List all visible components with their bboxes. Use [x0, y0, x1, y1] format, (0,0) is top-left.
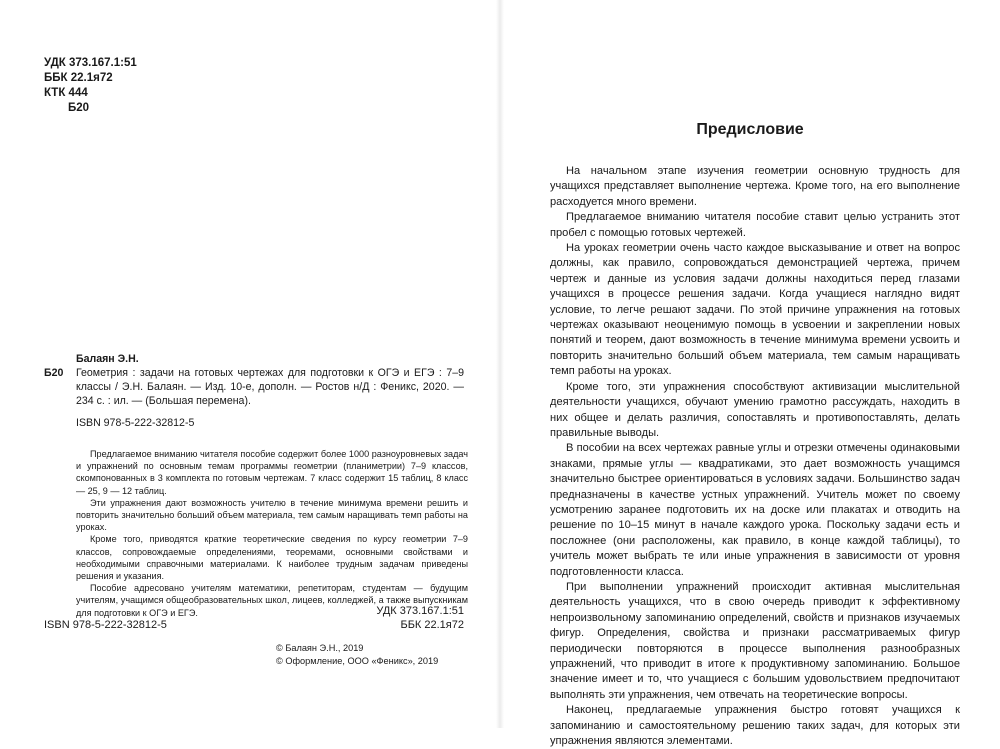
author-name: Балаян Э.Н. — [76, 353, 139, 365]
left-page — [0, 0, 500, 728]
author-mark: Б20 — [68, 102, 90, 114]
bottom-isbn: ISBN 978-5-222-32812-5 — [44, 619, 167, 631]
copyright-design: © Оформление, ООО «Феникс», 2019 — [276, 655, 439, 666]
isbn-number: ISBN 978-5-222-32812-5 — [76, 417, 195, 429]
preface-paragraph: В пособии на всех чертежах равные углы и отрезки отмечены одинаковыми знаками, прямые углы — квадратиками, это дает возможность учащимся значительно быстрее ориентироваться в условиях задачи. Большинство задач предназначены в качестве устных упражнений. Учитель может по своему усмотрению заранее подготовить их на доске или плакатах и отводить на решение по 10–15 минут в начале каждого урока. Поскольку задачи есть и посложнее (они расположены, как правило, в конце каждой таблицы), то учитель может выбрать те или иные упражнения в зависимости от уровня подготовленности класса. — [550, 442, 960, 578]
preface-body — [550, 164, 960, 749]
preface-paragraph: Наконец, предлагаемые упражнения быстро готовят учащихся к запоминанию и самостоятельному решению таких задач, для которых эти упражнения являются элементами. — [550, 704, 960, 748]
udk-code: УДК 373.167.1:51 — [44, 57, 137, 69]
bottom-bbk-code: ББК 22.1я72 — [400, 619, 464, 631]
ktk-code: КТК 444 — [44, 87, 88, 99]
preface-title: Предисловие — [696, 121, 804, 138]
preface-paragraph: Предлагаемое вниманию читателя пособие ставит целью устранить этот пробел с помощью готовых чертежей. — [550, 211, 960, 239]
annotation-paragraph: Эти упражнения дают возможность учителю в течение минимума времени решить и повторить значительно больший объем материала, тем самым наращивать темп работы на уроках. — [76, 497, 468, 533]
bbk-code: ББК 22.1я72 — [44, 72, 113, 84]
annotation-paragraph: Предлагаемое вниманию читателя пособие содержит более 1000 разноуровневых задач и упражнений по основным темам программы геометрии (планиметрии) 7–9 классов, скомпонованных в 3 комплекта по готовым чертежам. 7 класс содержит 15 таблиц, 8 класс — 25, 9 — 12 таблиц. — [76, 449, 468, 496]
bibliographic-entry — [44, 366, 464, 408]
bottom-codes — [320, 604, 464, 632]
classification-codes — [44, 56, 137, 116]
preface-paragraph: При выполнении упражнений происходит активная мыслительная деятельность учащихся, что в свою очередь приводит к эффективному непроизвольному запоминанию определений, свойств и признаков изучаемых фигур. Определения, свойства и признаки рассматриваемых фигур периодически повторяются в процессе выполнения разнообразных упражнений, что приводит в итоге к продуктивному запоминанию. Большое значение имеет и то, что учащиеся с большим удовольствием предпочитают выполнять эти упражнения, чем отвечать на теоретические вопросы. — [550, 580, 960, 701]
copyright-author: © Балаян Э.Н., 2019 — [276, 643, 364, 653]
preface-paragraph: На начальном этапе изучения геометрии основную трудность для учащихся представляет выполнение чертежа. Кроме того, на его выполнение расходуется много времени. — [550, 165, 960, 208]
preface-paragraph: На уроках геометрии очень часто каждое высказывание и ответ на вопрос должны, как правило, сопровождаться демонстрацией чертежа, причем чертеж и данные из условия задачи должны находиться перед глазами учащихся в процессе решения задачи. Когда учащиеся наглядно видят условие, то легче решают задачи. По этой причине упражнения на готовых чертежах оказывают неоценимую помощь в усвоении и закреплении новых понятий и теорем, дают возможность в течение минимума времени усвоить и повторить значительно больший объем материала, тем самым наращивать темп работы на уроках. — [550, 242, 960, 378]
preface-paragraph: Кроме того, эти упражнения способствуют активизации мыслительной деятельности учащихся, обучают умению грамотно рассуждать, находить в них общее и делать различия, сопоставлять и противопоставлять, делать правильные выводы. — [550, 380, 960, 439]
entry-author-mark: Б20 — [44, 367, 64, 379]
bottom-udk-code: УДК 373.167.1:51 — [376, 605, 464, 617]
bibliographic-record — [44, 352, 464, 430]
annotation — [76, 448, 468, 619]
right-page — [500, 0, 1000, 748]
annotation-paragraph: Кроме того, приводятся краткие теоретические сведения по курсу геометрии 7–9 классов, сопровождаемые определениями, теоремами, основными свойствами и необходимыми справочными материалами. К наиболее трудным задачам приведены решения и указания. — [76, 534, 468, 582]
annotation-paragraph: Пособие адресовано учителям математики, репетиторам, студентам — будущим учителям, учащимся общеобразовательных школ, лицеев, колледжей, а также выпускникам для подготовки к ОГЭ и ЕГЭ. — [76, 583, 468, 618]
copyright-block — [276, 642, 438, 667]
bibliographic-description: Геометрия : задачи на готовых чертежах для подготовки к ОГЭ и ЕГЭ : 7–9 классы / Э.Н. Балаян. — Изд. 10-е, дополн. — Ростов н/Д : Феникс, 2020. — 234 с. : ил. — (Большая перемена). — [76, 367, 464, 407]
